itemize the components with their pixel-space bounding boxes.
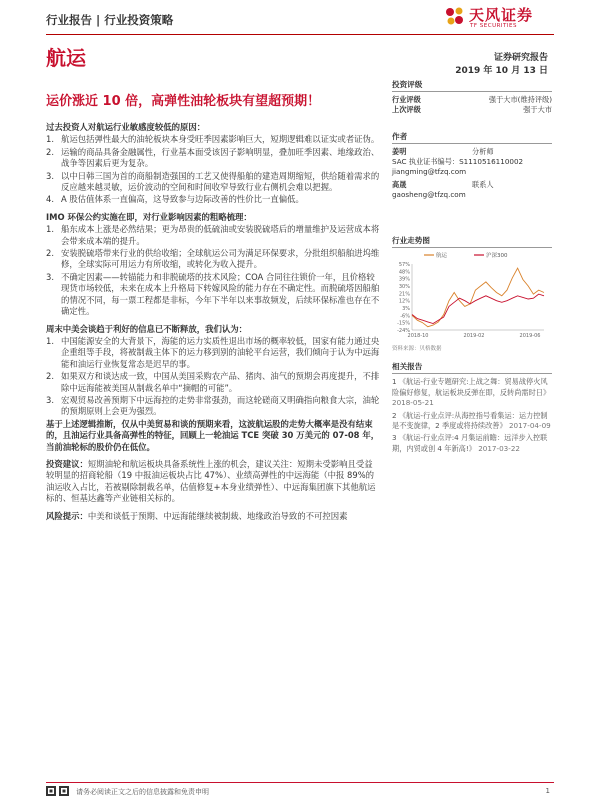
related-report-item[interactable]: 3 《航运-行业点评:4 月集运前瞻：远洋步入控联期，内贸或创 4 年新高!》 2017-03-22 [392, 433, 548, 453]
y-tick-label: 3% [402, 306, 410, 312]
list-item: 2. 运输的商品具备金融属性，行业基本面受该因子影响明显，叠加旺季因素、地缘政治、战争等因素后更为复杂。 [46, 146, 380, 169]
disclaimer-text: 请务必阅读正文之后的信息披露和免责申明 [76, 788, 209, 796]
page-title: 航运 [46, 46, 86, 70]
author-heading: 作者 [392, 132, 552, 144]
list [46, 224, 380, 317]
list-item: 1. 船东成本上涨是必然结果；更为昂贵的低硫油或安装脱硫塔后的增量维护及运营成本将会带来成本端的提升。 [46, 224, 380, 246]
investment-advice: 投资建议：短期油轮和航运板块具备系统性上涨的机会，建议关注：短期未受影响且受益较明显的招商轮船（19 中报油运板块占比 47%）、业绩高弹性的中远海能（中报 89%的油运收入占比，若被剔除制裁名单，估值修复+本身业绩弹性）、中远海集团旗下其他航运标的、恒基达鑫等产业链相关标的。 [46, 458, 376, 504]
author-email[interactable]: gaosheng@tfzq.com [392, 190, 466, 199]
last-rating-value: 强于大市 [523, 105, 552, 114]
chart-title: 行业走势图 [392, 236, 552, 248]
industry-trend-chart [392, 250, 552, 342]
author-item [392, 180, 552, 190]
related-heading: 相关报告 [392, 362, 552, 374]
list-item: 3. 宏观贸易改善预期下中远海控的走势非常强劲，而这轮磋商又明确指向粮食大宗，油轮的预期原则上会更为强烈。 [46, 394, 380, 417]
header-divider [46, 34, 554, 35]
y-tick-label: -24% [397, 328, 410, 334]
author-email[interactable]: jiangming@tfzq.com [392, 167, 467, 176]
author-item [392, 147, 552, 157]
industry-rating-value: 强于大市(维持评级) [488, 95, 552, 104]
author-cert: SAC 执业证书编号：S1110516110002 [392, 157, 524, 166]
logo-text: 天风证券 [469, 6, 534, 24]
y-tick-label: 12% [398, 298, 410, 305]
list-item: 1. 中国能源安全的大背景下，海能的运力实质性退出市场的概率较低，国家有能力通过央企重组等手段，将被制裁主体下的运力移到别的油轮平台运营，我们倾向于认为中远海能和油运行业恢复常态是迟早的事。 [46, 335, 380, 369]
chart-source: 资料来源：贝格数据 [392, 346, 442, 352]
conclusion-text: 基于上述逻辑推断，仅从中美贸易和谈的预期来看，这波航运股的走势大概率是没有结束的，且油运行业具备高弹性的特征，回顾上一轮油运 TCE 突破 30 万美元的 07-08 年，当前油轮标的股价仍在低位。 [46, 418, 380, 452]
y-tick-label: 57% [398, 262, 410, 268]
section-heading: 周末中美会谈趋于利好的信息已不断释放，我们认为： [46, 323, 247, 334]
section-heading: IMO 环保公约实施在即，对行业影响因素的粗略梳理： [46, 211, 252, 222]
page-number: 1 [545, 787, 550, 795]
list-item: 2. 如果双方和谈达成一致，中国从美国采购农产品、猪肉、油气的预期会再度提升，不排除中远海能被美国从制裁名单中“摘帽的可能”。 [46, 371, 380, 393]
legend-label: 航运 [436, 253, 448, 259]
rating-panel [392, 80, 552, 115]
author-role: 分析师 [472, 147, 494, 156]
author-name: 高晟 [392, 180, 407, 189]
report-type: 证券研究报告 [493, 53, 548, 63]
y-tick-label: -6% [400, 313, 410, 320]
list-item: 3. 不确定因素——转锚能力和非脱硫塔的技术风险；COA 合同往往锁价一年，且价格较现货市场较低，未来在成本上升格局下转嫁风险的能力存在不确定性。而脱硫塔因船舶的情况不同，每一票工程都是非标，今年下半年以来事故频发，后续环保标准也存在不确定性。 [46, 271, 380, 317]
rating-heading: 投资评级 [392, 80, 552, 92]
author-role: 联系人 [472, 180, 494, 189]
list [46, 134, 380, 205]
report-subtitle: 运价涨近 10 倍，高弹性油轮板块有望超预期！ [46, 94, 321, 109]
list-item: 1. 航运包括弹性最大的油轮板块本身受旺季因素影响巨大，短期逻辑难以证实或者证伪。 [46, 134, 380, 145]
section-heading: 过去投资人对航运行业敏感度较低的原因： [46, 122, 206, 132]
qr-code-icon [46, 786, 72, 796]
y-tick-label: 21% [398, 291, 410, 298]
x-tick-label: 2019-02 [463, 333, 485, 339]
y-tick-label: 39% [398, 276, 410, 283]
list-item: 2. 安装脱硫塔带来行业的供给收缩；全球航运公司为满足环保要求，分批组织船舶进坞维修，全球实际可用运力有所收缩，或转化为收入提升。 [46, 248, 380, 270]
related-report-item[interactable]: 2 《航运-行业点评:从海控指号看集运：运力控制是不变旋律，2 季度或将持续改善》 2017-04-09 [392, 410, 551, 431]
y-tick-label: -15% [397, 320, 410, 327]
author-panel [392, 132, 552, 200]
list-item: 4. A 股估值体系一直偏高，这导致参与边际改善的性价比一直偏低。 [46, 194, 304, 205]
tf-logo-icon [444, 6, 466, 28]
footer-divider [46, 782, 554, 783]
industry-rating-label: 行业评级 [392, 95, 421, 104]
risk-warning: 风险提示：中美和谈低于预期、中远海能继续被制裁、地缘政治导致的不可控因素 [46, 510, 348, 521]
author-name: 姜明 [392, 147, 407, 156]
legend-label: 沪深300 [486, 253, 508, 259]
list [46, 336, 380, 418]
last-rating-label: 上次评级 [392, 105, 421, 114]
related-report-item[interactable]: 1 《航运-行业专题研究:上战之舞：贸易战停火风险偏好修复，航运板块反弹在即，反转尚需时日》 2018-05-21 [392, 377, 551, 408]
y-tick-label: 48% [398, 269, 410, 276]
report-category: 行业报告 | 行业投资策略 [46, 13, 174, 27]
x-tick-label: 2018-10 [407, 333, 429, 339]
x-tick-label: 2019-06 [519, 333, 541, 339]
report-date: 2019 年 10 月 13 日 [455, 66, 548, 76]
series-line [412, 294, 544, 323]
chart-panel [392, 236, 552, 251]
main-content [46, 122, 380, 523]
list-item: 3. 以中日韩三国为首的商船制造强国的工艺又使得船舶的建造周期缩短，供给随着需求的反应越来越灵敏，运价波动的空间和时间收窄导致行业右侧机会难以把握。 [46, 170, 380, 193]
related-reports [392, 362, 552, 456]
y-tick-label: 30% [398, 284, 410, 290]
logo-subtext: TF SECURITIES [470, 23, 517, 29]
